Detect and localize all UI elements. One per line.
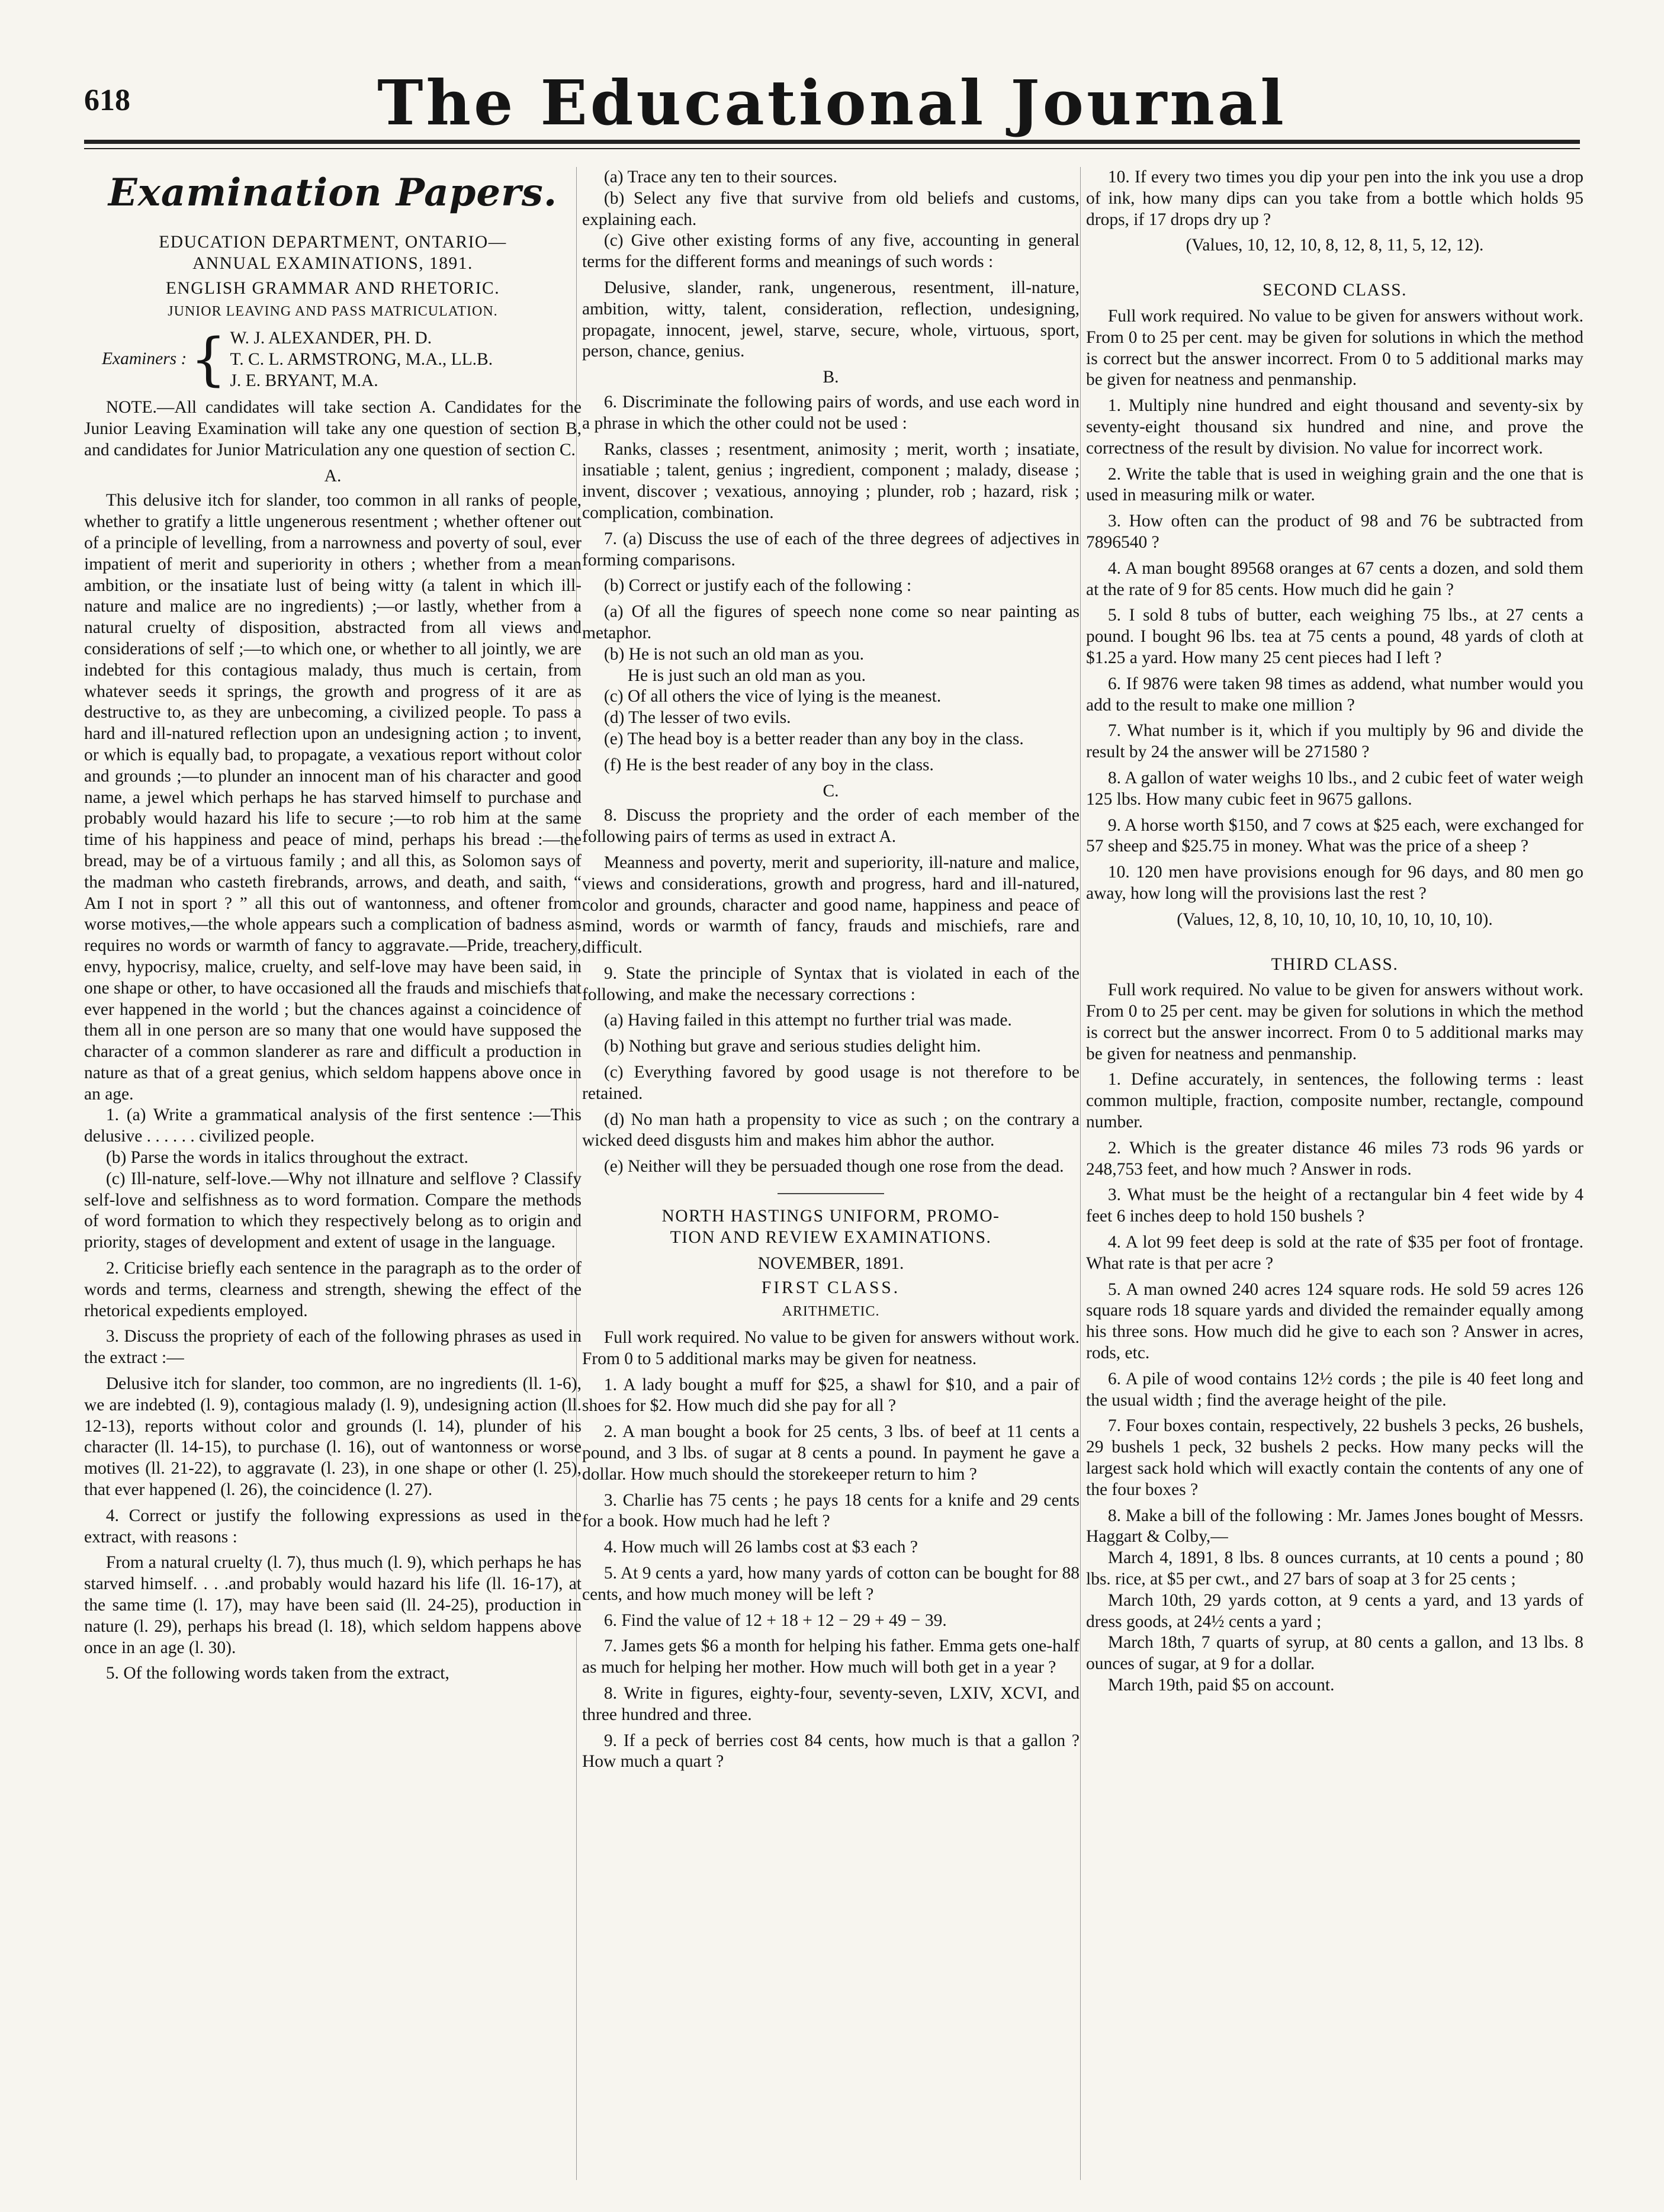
sc-question: 3. How often can the product of 98 and 76 be subtracted from 7896540 ? [1086, 512, 1583, 552]
bill-line: March 10th, 29 yards cotton, at 9 cents a yard, and 13 yards of dress goods, at 24½ cents a yard ; [1086, 1590, 1583, 1631]
question-3-list: Delusive itch for slander, too common, are no ingredients (ll. 1-6), we are indebted (l. 9), contagious malady (l. 9), undesigning action (ll. 12-13), reports without color and grounds (l. 14), plunder of his character (ll. 14-15), to purchase (l. 16), out of wantonness or worse motives (ll. 21-22), to aggravate (l. 23), in one shape or other (l. 25), that ever happened (l. 26), the coincidence (l. 27). [84, 1374, 582, 1500]
question-6: 6. Discriminate the following pairs of words, and use each word in a phrase in which the other could not be used : [582, 392, 1080, 433]
question-7b: (b) Correct or justify each of the following : [603, 576, 912, 596]
first-class-heading: FIRST CLASS. [761, 1278, 901, 1298]
fc-question: 9. If a peck of berries cost 84 cents, how much is that a gallon ? How much a quart ? [582, 1731, 1080, 1771]
question-4: 4. Correct or justify the following expressions as used in the extract, with reasons : [84, 1506, 582, 1547]
q7-item: (d) The lesser of two evils. [603, 708, 791, 728]
question-6-list: Ranks, classes ; resentment, animosity ; merit, worth ; insatiate, insatiable ; talent, genius ; ingredient, component ; malady, disease ; invent, discover ; vexatious, annoying ; plunder, rob ; hazard, risk ; complication, combination. [582, 439, 1080, 522]
section-heading: Examination Papers. [108, 171, 558, 215]
tc-question: 4. A lot 99 feet deep is sold at the rate of $35 per foot of frontage. What rate is that per acre ? [1086, 1233, 1583, 1273]
header-rule-thin [84, 148, 1580, 149]
q9-item: (a) Having failed in this attempt no further trial was made. [603, 1011, 1012, 1030]
examiners [102, 327, 582, 391]
column-2 [582, 167, 1080, 1773]
question-1b: (b) Parse the words in italics throughout the extract. [105, 1148, 468, 1168]
north-hastings-title-1: NORTH HASTINGS UNIFORM, PROMO- [661, 1207, 1000, 1226]
question-2: 2. Criticise briefly each sentence in the paragraph as to the order of words and terms, clearness and strength, shewing the effect of the rhetorical expedients employed. [84, 1259, 582, 1320]
sc-question: 2. Write the table that is used in weighing grain and the one that is used in measuring milk or water. [1086, 464, 1583, 505]
question-5a: (a) Trace any ten to their sources. [603, 168, 837, 187]
fc-question: 1. A lady bought a muff for $25, a shawl for $10, and a pair of shoes for $2. How much did she pay for all ? [582, 1375, 1080, 1416]
question-5-list: Delusive, slander, rank, ungenerous, resentment, ill-nature, ambition, witty, talent, consideration, reflection, undesigning, propagate, innocent, jewel, starve, secure, whole, virtuous, sport, person, chance, genius. [582, 278, 1080, 361]
examiner-name: T. C. L. ARMSTRONG, M.A., LL.B. [230, 350, 493, 369]
fc-question: 5. At 9 cents a yard, how many yards of cotton can be bought for 88 cents, and how much money will be left ? [582, 1564, 1080, 1604]
q9-item: (e) Neither will they be persuaded though one rose from the dead. [603, 1157, 1064, 1176]
journal-title: The Educational Journal [377, 66, 1287, 139]
question-5c: (c) Give other existing forms of any five, accounting in general terms for the different forms and meanings of such words : [582, 231, 1080, 272]
tc-question: 1. Define accurately, in sentences, the following terms : least common multiple, fraction, composite number, rectangle, compound number. [1086, 1070, 1583, 1132]
section-a-label: A. [324, 466, 342, 486]
tc-question: 2. Which is the greater distance 46 miles 73 rods 96 yards or 248,753 feet, and how much ? Answer in rods. [1086, 1138, 1583, 1179]
sc-question: 4. A man bought 89568 oranges at 67 cents a dozen, and sold them at the rate of 9 for 85 cents. How much did he gain ? [1086, 558, 1583, 599]
fc-question: 7. James gets $6 a month for helping his father. Emma gets one-half as much for helping her mother. How much will both get in a year ? [582, 1637, 1080, 1677]
section-c-label: C. [823, 781, 839, 800]
section-divider [778, 1193, 884, 1194]
column-3 [1086, 167, 1583, 1696]
second-class-intro: Full work required. No value to be given for answers without work. From 0 to 25 per cent. may be given for solutions in which the method is correct but the answer incorrect. From 0 to 5 additional marks may be given for neatness and penmanship. [1086, 306, 1583, 390]
bill-line: March 19th, paid $5 on account. [1107, 1676, 1335, 1695]
examiners-label: Examiners : [102, 349, 187, 369]
sc-question: 9. A horse worth $150, and 7 cows at $25 each, were exchanged for 57 sheep and $25.75 in money. What was the price of a sheep ? [1086, 815, 1583, 856]
note: NOTE.—All candidates will take section A. Candidates for the Junior Leaving Examination will take any one question of section B, and candidates for Junior Matriculation any one question of section C. [84, 398, 582, 459]
tc-question: 6. A pile of wood contains 12½ cords ; the pile is 40 feet long and the usual width ; find the average height of the pile. [1086, 1369, 1583, 1410]
north-hastings-title-2: TION AND REVIEW EXAMINATIONS. [670, 1227, 992, 1247]
third-class-heading: THIRD CLASS. [1271, 954, 1399, 974]
tc-question: 5. A man owned 240 acres 124 square rods. He sold 59 acres 126 square rods 18 square yards and divided the remainder equally among his three sons. How much did he give to each son ? Answer in acres, rods, etc. [1086, 1279, 1583, 1363]
examiner-name: W. J. ALEXANDER, PH. D. [230, 329, 432, 348]
sc-question: 6. If 9876 were taken 98 times as addend, what number would you add to the result to make one million ? [1086, 674, 1583, 715]
examiner-name: J. E. BRYANT, M.A. [230, 371, 378, 391]
second-class-values: (Values, 12, 8, 10, 10, 10, 10, 10, 10, 10, 10). [1177, 909, 1493, 929]
q7-item: (b) He is not such an old man as you. [603, 644, 865, 664]
q9-item: (b) Nothing but grave and serious studies delight him. [603, 1037, 981, 1056]
fc-question: 4. How much will 26 lambs cost at $3 each ? [603, 1538, 918, 1557]
fc-question-10: 10. If every two times you dip your pen into the ink you use a drop of ink, how many dips can you take from a bottle which holds 95 drops, if 17 drops dry up ? [1086, 168, 1583, 229]
third-class-intro: Full work required. No value to be given for answers without work. From 0 to 25 per cent. may be given for solutions in which the method is correct but the answer incorrect. From 0 to 5 additional marks may be given for neatness and penmanship. [1086, 980, 1583, 1063]
exam-date: NOVEMBER, 1891. [757, 1253, 904, 1273]
q9-item: (d) No man hath a propensity to vice as such ; on the contrary a wicked deed disgusts him and makes him abhor the author. [582, 1110, 1080, 1150]
q7-item: (f) He is the best reader of any boy in the class. [603, 755, 934, 774]
question-8: 8. Discuss the propriety and the order of each member of the following pairs of terms as used in extract A. [582, 806, 1080, 847]
column-1 [84, 167, 582, 1684]
first-class-values: (Values, 10, 12, 10, 8, 12, 8, 11, 5, 12, 12). [1186, 236, 1484, 255]
sc-question: 5. I sold 8 tubs of butter, each weighing 75 lbs., at 27 cents a pound. I bought 96 lbs. tea at 75 cents a pound, 48 yards of cloth at $1.25 a yard. How many 25 cent pieces had I left ? [1086, 606, 1583, 667]
section-b-label: B. [823, 368, 839, 387]
question-3: 3. Discuss the propriety of each of the following phrases as used in the extract :— [84, 1327, 582, 1368]
sc-question: 8. A gallon of water weighs 10 lbs., and 2 cubic feet of water weigh 125 lbs. How many cubic feet in 9675 gallons. [1086, 768, 1583, 809]
q7-item: (a) Of all the figures of speech none come so near painting as metaphor. [582, 602, 1080, 642]
q7-item: He is just such an old man as you. [627, 665, 866, 685]
fc-question: 6. Find the value of 12 + 18 + 12 − 29 + 49 − 39. [603, 1610, 947, 1630]
q9-item: (c) Everything favored by good usage is not therefore to be retained. [582, 1063, 1080, 1103]
bill-line: March 4, 1891, 8 lbs. 8 ounces currants, at 10 cents a pound ; 80 lbs. rice, at $5 per cwt., and 27 bars of soap at 3 for 25 cents ; [1086, 1548, 1583, 1589]
question-5: 5. Of the following words taken from the extract, [105, 1664, 449, 1683]
bill-line: March 18th, 7 quarts of syrup, at 80 cents a gallon, and 13 lbs. 8 ounces of sugar, at 9 for a dollar. [1086, 1633, 1583, 1674]
question-7: 7. (a) Discuss the use of each of the three degrees of adjectives in forming comparisons. [582, 529, 1080, 570]
brace-glyph: { [190, 326, 227, 393]
first-class-intro: Full work required. No value to be given for answers without work. From 0 to 5 additional marks may be given for neatness. [582, 1328, 1080, 1368]
fc-question: 2. A man bought a book for 25 cents, 3 lbs. of beef at 11 cents a pound, and 3 lbs. of sugar at 8 cents a pound. In payment he gave a dollar. How much should the storekeeper return to him ? [582, 1422, 1080, 1484]
tc-question: 3. What must be the height of a rectangular bin 4 feet wide by 4 feet 6 inches deep to hold 150 bushels ? [1086, 1185, 1583, 1226]
dept-title-2: ANNUAL EXAMINATIONS, 1891. [192, 253, 473, 273]
header-rule-thick [84, 140, 1580, 144]
question-1a: 1. (a) Write a grammatical analysis of the first sentence :—This delusive . . . . . . civilized people. [84, 1105, 582, 1146]
question-5b: (b) Select any five that survive from old beliefs and customs, explaining each. [582, 188, 1080, 229]
sc-question: 7. What number is it, which if you multiply by 96 and divide the result by 24 the answer will be 271580 ? [1086, 721, 1583, 762]
page-number: 618 [84, 83, 130, 117]
question-8-list: Meanness and poverty, merit and superiority, ill-nature and malice, views and considerations, growth and progress, hard and ill-natured, color and grounds, character and good name, happiness and peace of mind, words or warmth of fancy, frauds and mischiefs, rare and difficult. [582, 853, 1080, 957]
question-4-list: From a natural cruelty (l. 7), thus much (l. 9), which perhaps he has starved himself. . . .and probably would hazard his life (ll. 16-17), at the same time (l. 17), may have been said (ll. 24-25), production in nature (l. 29), perhaps his bread (l. 18), which seldom happens above once in an age (l. 30). [84, 1553, 582, 1657]
arithmetic-heading: ARITHMETIC. [782, 1304, 880, 1320]
q7-item: (e) The head boy is a better reader than any boy in the class. [603, 729, 1024, 748]
extract-paragraph: This delusive itch for slander, too common in all ranks of people, whether to gratify a little ungenerous resentment ; whether oftener out of a principle of levelling, from a narrowness and poverty of soul, ever impatient of merit and superiority in others ; whether from a mean ambition, or the insatiate lust of being witty (a talent in which ill-nature and malice are no ingredients) ;—or lastly, whether from a natural cruelty of disposition, abstracted from all views and considerations of self ;—to which one, or whether to all jointly, we are indebted for this contagious malady, thus much is certain, from whatever seeds it springs, the growth and progress of it are as destructive to, as they are unbecoming, a civilized people. To pass a hard and ill-natured reflection upon an undesigning action ; to invent, or which is equally bad, to propagate, a vexatious report without color and grounds ;—to plunder an innocent man of his character and good name, a jewel which perhaps he has starved himself to purchase and probably would hazard his life to secure ;—to rob him at the same time of his happiness and peace of mind, perhaps his bread :—the bread, may be of a virtuous family ; and all this, as Solomon says of the madman who casteth firebrands, arrows, and death, and saith, “ Am I not in sport ? ” all this out of wantonness, and oftener from worse motives,—the whole appears such a complication of badness as requires no words or warmth of fancy to aggravate.—Pride, treachery, envy, hypocrisy, malice, cruelty, and self-love may have been said, in one shape or other, to have occasioned all the frauds and mischiefs that ever happened in the world ; but the chances against a coincidence of them all in one person are so many that one would have supposed the character of a common slanderer as rare and difficult a production in nature as that of a great genius, which seldom happens above once in an age. [84, 491, 582, 1104]
dept-title-1: EDUCATION DEPARTMENT, ONTARIO— [159, 233, 507, 252]
sc-question: 1. Multiply nine hundred and eight thousand and seventy-six by seventy-eight thousand six hundred and nine, and prove the correctness of the result by division. No value for incorrect work. [1086, 396, 1583, 458]
column-separator-2 [1080, 167, 1081, 2180]
fc-question: 3. Charlie has 75 cents ; he pays 18 cents for a knife and 29 cents for a book. How much had he left ? [582, 1490, 1080, 1531]
sc-question: 10. 120 men have provisions enough for 96 days, and 80 men go away, how long will the provisions last the rest ? [1086, 863, 1583, 903]
level-title: JUNIOR LEAVING AND PASS MATRICULATION. [168, 304, 498, 320]
tc-question: 8. Make a bill of the following : Mr. James Jones bought of Messrs. Haggart & Colby,— [1086, 1506, 1583, 1547]
q7-item: (c) Of all others the vice of lying is the meanest. [603, 687, 942, 706]
fc-question: 8. Write in figures, eighty-four, seventy-seven, LXIV, XCVI, and three hundred and three. [582, 1684, 1080, 1724]
second-class-heading: SECOND CLASS. [1262, 281, 1408, 300]
subject-title: ENGLISH GRAMMAR AND RHETORIC. [165, 278, 500, 298]
question-9: 9. State the principle of Syntax that is violated in each of the following, and make the necessary corrections : [582, 963, 1080, 1004]
tc-question: 7. Four boxes contain, respectively, 22 bushels 3 pecks, 26 bushels, 29 bushels 1 peck, 32 bushels 2 pecks. How many pecks will the largest sack hold which will exactly contain the contents of any one of the four boxes ? [1086, 1416, 1583, 1499]
examiner-names [230, 327, 493, 391]
question-1c: (c) Ill-nature, self-love.—Why not illnature and selflove ? Classify self-love and selfishness as to word formation. Compare the methods of word formation to which they respectively belong as to origin and priority, stages of development and extent of usage in the language. [84, 1169, 582, 1252]
